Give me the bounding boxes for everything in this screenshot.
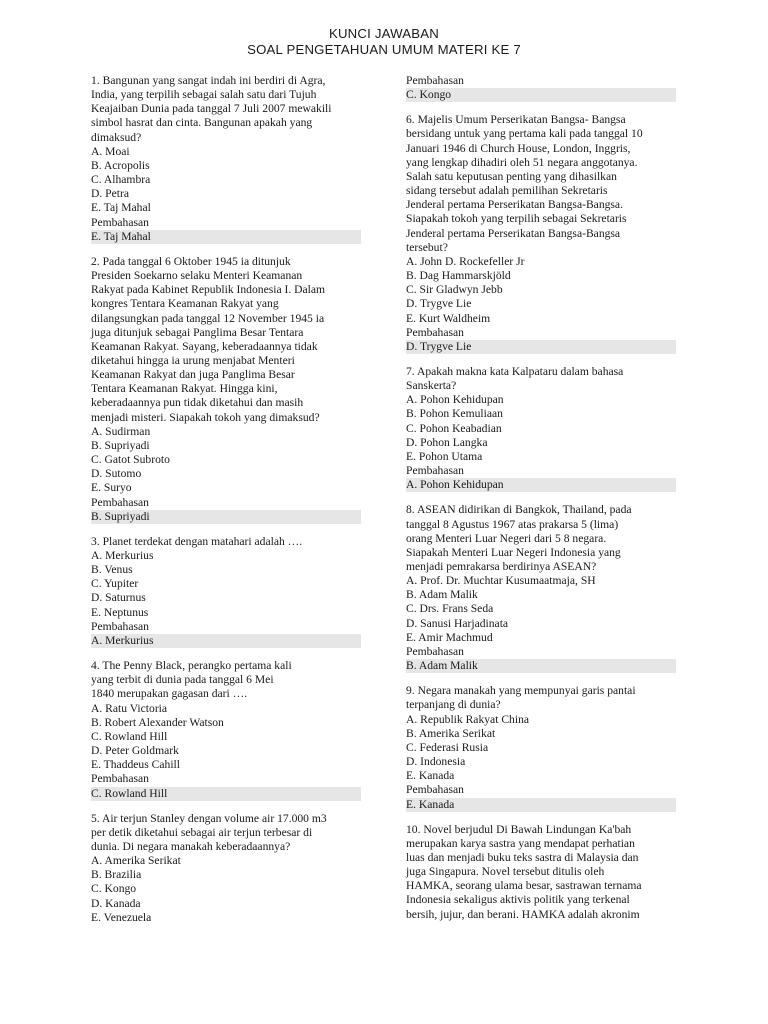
question-text-line: India, yang terpilih sebagai salah satu dari Tujuh <box>91 88 317 102</box>
question-text-line: Siapakah tokoh yang terpilih sebagai Sekretaris <box>406 212 627 226</box>
question-text-line: dilangsungkan pada tanggal 12 November 1945 ia <box>91 311 325 325</box>
answer-option: A. Republik Rakyat China <box>406 712 530 726</box>
question-text-line: dimaksud? <box>91 130 142 144</box>
question-text-line: diketahui hingga ia urung menjabat Menteri <box>91 353 295 367</box>
question-text-line: tanggal 8 Agustus 1967 atas prakarsa 5 (lima) <box>406 517 619 531</box>
question-text-line: dunia. Di negara manakah keberadaannya? <box>91 839 291 853</box>
question-text-line: bersidang untuk yang pertama kali pada tanggal 10 <box>406 127 643 141</box>
question-text-line: 2. Pada tanggal 6 Oktober 1945 ia ditunjuk <box>91 254 291 268</box>
pembahasan-label: Pembahasan <box>406 74 464 87</box>
correct-answer: D. Trygve Lie <box>406 340 676 354</box>
correct-answer: C. Rowland Hill <box>91 787 361 801</box>
question-text-line: 5. Air terjun Stanley dengan volume air 17.000 m3 <box>91 811 327 825</box>
answer-option: C. Alhambra <box>91 173 151 187</box>
answer-option: E. Neptunus <box>91 605 149 619</box>
answer-option: D. Saturnus <box>91 591 146 605</box>
question-text-line: Sanskerta? <box>406 379 457 393</box>
question-text-line: 1. Bangunan yang sangat indah ini berdiri di Agra, <box>91 74 326 87</box>
question-text-line: orang Menteri Luar Negeri dari 5 8 negara. <box>406 531 607 545</box>
answer-option: C. Sir Gladwyn Jebb <box>406 283 503 297</box>
answer-option: B. Pohon Kemuliaan <box>406 407 503 421</box>
answer-option: D. Petra <box>91 187 129 201</box>
question-text-line: 7. Apakah makna kata Kalpataru dalam bahasa <box>406 364 624 378</box>
question-text-line: Januari 1946 di Church House, London, Inggris, <box>406 141 631 155</box>
answer-option: E. Amir Machmud <box>406 630 493 644</box>
answer-option: A. Amerika Serikat <box>91 854 181 868</box>
answer-option: A. Merkurius <box>91 549 154 562</box>
answer-option: B. Amerika Serikat <box>406 726 496 740</box>
answer-option: B. Brazilia <box>91 868 142 882</box>
pembahasan-label: Pembahasan <box>406 325 464 339</box>
question-text-line: Jenderal pertama Perserikatan Bangsa-Bangsa <box>406 226 621 240</box>
question-text-line: menjadi misteri. Siapakah tokoh yang dimaksud? <box>91 410 320 424</box>
question-text-line: luas dan menjadi buku teks sastra di Malaysia dan <box>406 850 639 864</box>
pembahasan-label: Pembahasan <box>91 619 149 633</box>
question-block <box>91 74 361 244</box>
correct-answer: A. Merkurius <box>91 634 361 648</box>
question-text-line: juga Singapura. Novel tersebut ditulis oleh <box>406 865 605 879</box>
correct-answer: B. Supriyadi <box>91 510 361 524</box>
answer-option: A. Prof. Dr. Muchtar Kusumaatmaja, SH <box>406 574 596 588</box>
question-text-line: 1840 merupakan gagasan dari …. <box>91 687 248 701</box>
question-block <box>91 812 361 925</box>
question-text-line: Keamanan Rakyat. Sayang, keberadaannya tidak <box>91 339 318 353</box>
question-block <box>406 503 676 673</box>
question-text-line: sidang tersebut adalah pemilihan Sekretaris <box>406 184 608 198</box>
answer-option: E. Pohon Utama <box>406 449 483 463</box>
document-header <box>0 26 768 58</box>
answer-option: D. Sanusi Harjadinata <box>406 616 509 630</box>
answer-option: C. Drs. Frans Seda <box>406 602 494 616</box>
question-block <box>406 823 676 922</box>
question-text-line: yang lengkap dihadiri oleh 51 negara anggotanya. <box>406 155 638 169</box>
answer-option: A. Pohon Kehidupan <box>406 393 504 407</box>
question-text-line: Salah satu keputusan penting yang dihasilkan <box>406 169 617 183</box>
answer-option: A. Ratu Victoria <box>91 701 168 715</box>
question-text-line: 9. Negara manakah yang mempunyai garis pantai <box>406 684 636 698</box>
question-text-line: Rakyat pada Kabinet Republik Indonesia I. Dalam <box>91 283 326 297</box>
question-text-line: Siapakah Menteri Luar Negeri Indonesia yang <box>406 545 621 559</box>
question-text-line: simbol hasrat dan cinta. Bangunan apakah yang <box>91 116 313 130</box>
question-text-line: Keamanan Rakyat dan juga Panglima Besar <box>91 368 295 382</box>
correct-answer: C. Kongo <box>406 88 676 102</box>
question-text-line: kongres Tentara Keamanan Rakyat yang <box>91 297 279 311</box>
answer-option: B. Acropolis <box>91 158 150 172</box>
question-block <box>91 659 361 801</box>
answer-option: A. John D. Rockefeller Jr <box>406 254 525 268</box>
question-text-line: 8. ASEAN didirikan di Bangkok, Thailand, pada <box>406 503 632 517</box>
question-text-line: Presiden Soekarno selaku Menteri Keamanan <box>91 269 303 283</box>
answer-option: E. Thaddeus Cahill <box>91 758 180 772</box>
answer-option: C. Yupiter <box>91 577 139 591</box>
answer-option: C. Gatot Subroto <box>91 453 170 467</box>
question-text-line: terpanjang di dunia? <box>406 698 501 712</box>
question-text-line: juga ditunjuk sebagai Panglima Besar Tentara <box>91 325 304 339</box>
question-text-line: bersih, jujur, dan berani. HAMKA adalah akronim <box>406 907 640 921</box>
answer-option: E. Venezuela <box>91 910 152 924</box>
pembahasan-label: Pembahasan <box>406 464 464 478</box>
question-block <box>91 535 361 648</box>
answer-option: D. Indonesia <box>406 755 466 769</box>
question-text-line: Keajaiban Dunia pada tanggal 7 Juli 2007 mewakili <box>91 102 332 116</box>
question-text-line: 4. The Penny Black, perangko pertama kali <box>91 659 292 673</box>
question-block <box>406 684 676 811</box>
answer-option: B. Dag Hammarskjöld <box>406 269 511 283</box>
document-title: KUNCI JAWABAN <box>328 26 440 41</box>
answer-option: E. Suryo <box>91 481 132 495</box>
correct-answer: B. Adam Malik <box>406 659 676 673</box>
question-block <box>406 113 676 354</box>
answer-option: C. Rowland Hill <box>91 729 168 743</box>
answer-option: D. Trygve Lie <box>406 297 472 311</box>
answer-option: D. Sutomo <box>91 467 142 481</box>
correct-answer: E. Kanada <box>406 798 676 812</box>
question-text-line: Jenderal pertama Perserikatan Bangsa-Bangsa. <box>406 198 623 212</box>
left-column <box>91 74 361 936</box>
question-text-line: HAMKA, seorang ulama besar, sastrawan ternama <box>406 879 642 893</box>
answer-option: B. Adam Malik <box>406 588 478 602</box>
pembahasan-label: Pembahasan <box>406 644 464 658</box>
correct-answer: E. Taj Mahal <box>91 230 361 244</box>
answer-option: A. Sudirman <box>91 424 151 438</box>
question-text-line: Indonesia sekaligus aktivis politik yang terkenal <box>406 893 630 907</box>
answer-option: D. Kanada <box>91 896 141 910</box>
answer-option: C. Federasi Rusia <box>406 740 489 754</box>
pembahasan-label: Pembahasan <box>91 772 149 786</box>
answer-option: E. Kanada <box>406 769 455 783</box>
question-text-line: merupakan karya sastra yang mendapat perhatian <box>406 836 635 850</box>
answer-option: E. Taj Mahal <box>91 201 151 215</box>
pembahasan-label: Pembahasan <box>91 215 149 229</box>
question-text-line: tersebut? <box>406 240 448 254</box>
answer-option: E. Kurt Waldheim <box>406 311 491 325</box>
answer-option: C. Kongo <box>91 882 137 896</box>
pembahasan-label: Pembahasan <box>406 783 464 797</box>
answer-option: B. Supriyadi <box>91 438 150 452</box>
question-text-line: keberadaannya pun tidak diketahui dan masih <box>91 396 304 410</box>
question-block <box>91 255 361 524</box>
correct-answer: A. Pohon Kehidupan <box>406 478 676 492</box>
pembahasan-label: Pembahasan <box>91 495 149 509</box>
answer-option: D. Peter Goldmark <box>91 744 179 758</box>
question-text-line: 10. Novel berjudul Di Bawah Lindungan Ka'bah <box>406 822 632 836</box>
question-text-line: menjadi pemrakarsa berdirinya ASEAN? <box>406 560 597 573</box>
answer-option: B. Venus <box>91 563 133 577</box>
right-column <box>406 74 676 933</box>
question-text-line: yang terbit di dunia pada tanggal 6 Mei <box>91 673 274 687</box>
answer-option: B. Robert Alexander Watson <box>91 715 224 729</box>
question-block <box>406 365 676 492</box>
question-block <box>406 74 676 102</box>
question-text-line: 3. Planet terdekat dengan matahari adalah …. <box>91 534 303 548</box>
answer-option: D. Pohon Langka <box>406 435 488 449</box>
question-text-line: Tentara Keamanan Rakyat. Hingga kini, <box>91 382 278 396</box>
answer-option: A. Moai <box>91 144 130 158</box>
question-text-line: 6. Majelis Umum Perserikatan Bangsa- Bangsa <box>406 113 626 127</box>
answer-option: C. Pohon Keabadian <box>406 421 502 435</box>
document-subtitle: SOAL PENGETAHUAN UMUM MATERI KE 7 <box>247 42 521 57</box>
question-text-line: per detik diketahui sebagai air terjun terbesar di <box>91 825 313 839</box>
